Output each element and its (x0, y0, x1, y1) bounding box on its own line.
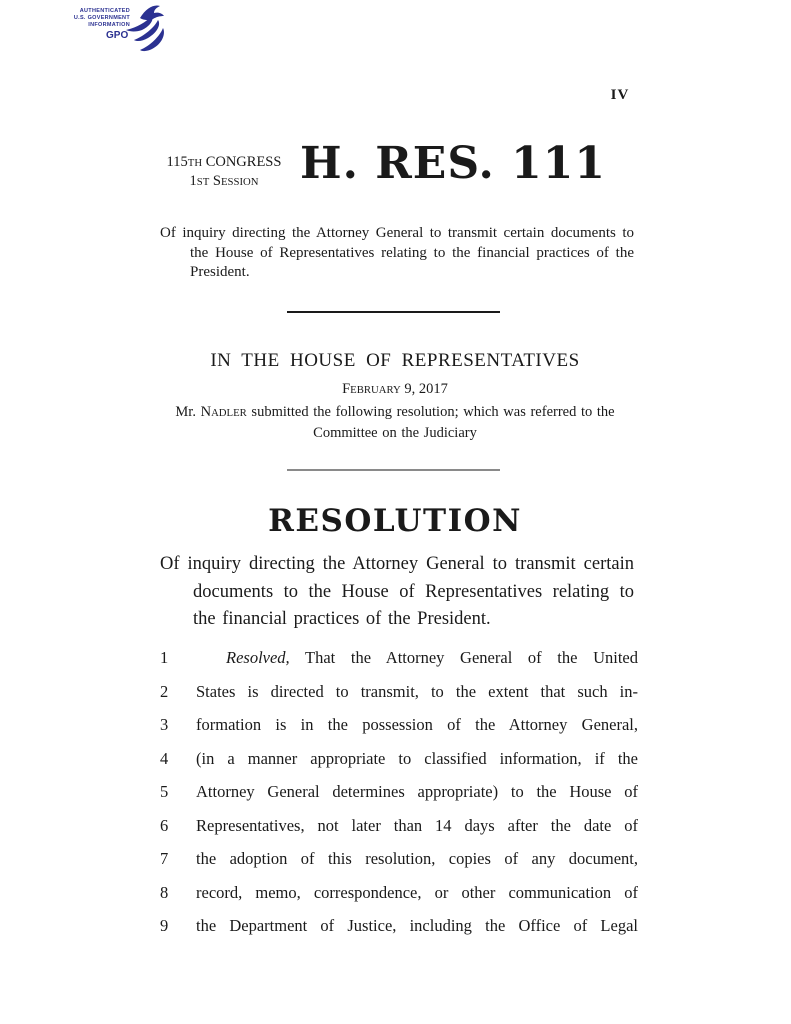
sponsor-referral-line: Mr. NADLER submitted the following resolution; which was referred to the Committee on the Judiciary (175, 404, 615, 441)
body-line (160, 775, 638, 809)
gpo-text-line2: U.S. GOVERNMENT (73, 15, 130, 21)
line-number: 7 (160, 849, 169, 868)
resolution-title: RESOLUTION (268, 503, 522, 539)
line-text: the adoption of this resolution, copies of any document, (196, 849, 638, 868)
gpo-text-line1: AUTHENTICATED (79, 8, 130, 14)
session-line: 1ST SESSION (189, 173, 259, 189)
body-line (160, 708, 638, 742)
line-number: 4 (160, 748, 169, 768)
chamber-heading: IN THE HOUSE OF REPRESENTATIVES (210, 350, 580, 371)
page-folio: IV (610, 87, 630, 103)
line-text: (in a manner appropriate to classified information, if the (196, 748, 638, 768)
gpo-wordmark: GPO (106, 30, 129, 41)
bill-summary: Of inquiry directing the Attorney General to transmit certain documents to the House of Representatives relating to the financial practices of the President. (160, 225, 634, 280)
line-number: 9 (160, 916, 169, 935)
gpo-authentication-logo (58, 4, 168, 54)
congress-line: 115TH CONGRESS (166, 154, 282, 170)
line-number: 2 (160, 681, 169, 701)
line-text: Attorney General determines appropriate) to the House of (196, 782, 638, 801)
line-text: Resolved, That the Attorney General of the United (226, 648, 638, 667)
body-line (160, 675, 638, 709)
line-text: Representatives, not later than 14 days after the date of (196, 815, 638, 835)
line-text: record, memo, correspondence, or other communication of (196, 882, 638, 902)
bill-number: H. RES. 111 (300, 138, 607, 189)
line-number: 8 (160, 882, 169, 902)
gpo-text-line3: INFORMATION (88, 22, 130, 28)
line-number: 6 (160, 815, 169, 835)
body-line (160, 809, 638, 843)
line-number: 3 (160, 715, 169, 734)
body-lines (160, 641, 638, 943)
gpo-eagle-icon (120, 4, 168, 54)
line-number: 5 (160, 782, 169, 801)
line-text: formation is in the possession of the Attorney General, (196, 715, 638, 734)
separator-rule-top (287, 311, 500, 313)
body-line (160, 909, 638, 943)
resolution-preamble: Of inquiry directing the Attorney General to transmit certain documents to the House of Representatives relating to the financial practices of the President. (160, 554, 634, 629)
line-text: States is directed to transmit, to the extent that such in- (196, 681, 638, 701)
body-line (160, 842, 638, 876)
body-line (160, 742, 638, 776)
body-line (160, 876, 638, 910)
congress-session-block (153, 153, 295, 191)
line-text: the Department of Justice, including the Office of Legal (196, 916, 638, 935)
separator-rule-bottom (287, 469, 500, 471)
body-line (160, 641, 638, 675)
introduction-date: FEBRUARY 9, 2017 (342, 381, 448, 397)
line-number: 1 (160, 648, 169, 667)
